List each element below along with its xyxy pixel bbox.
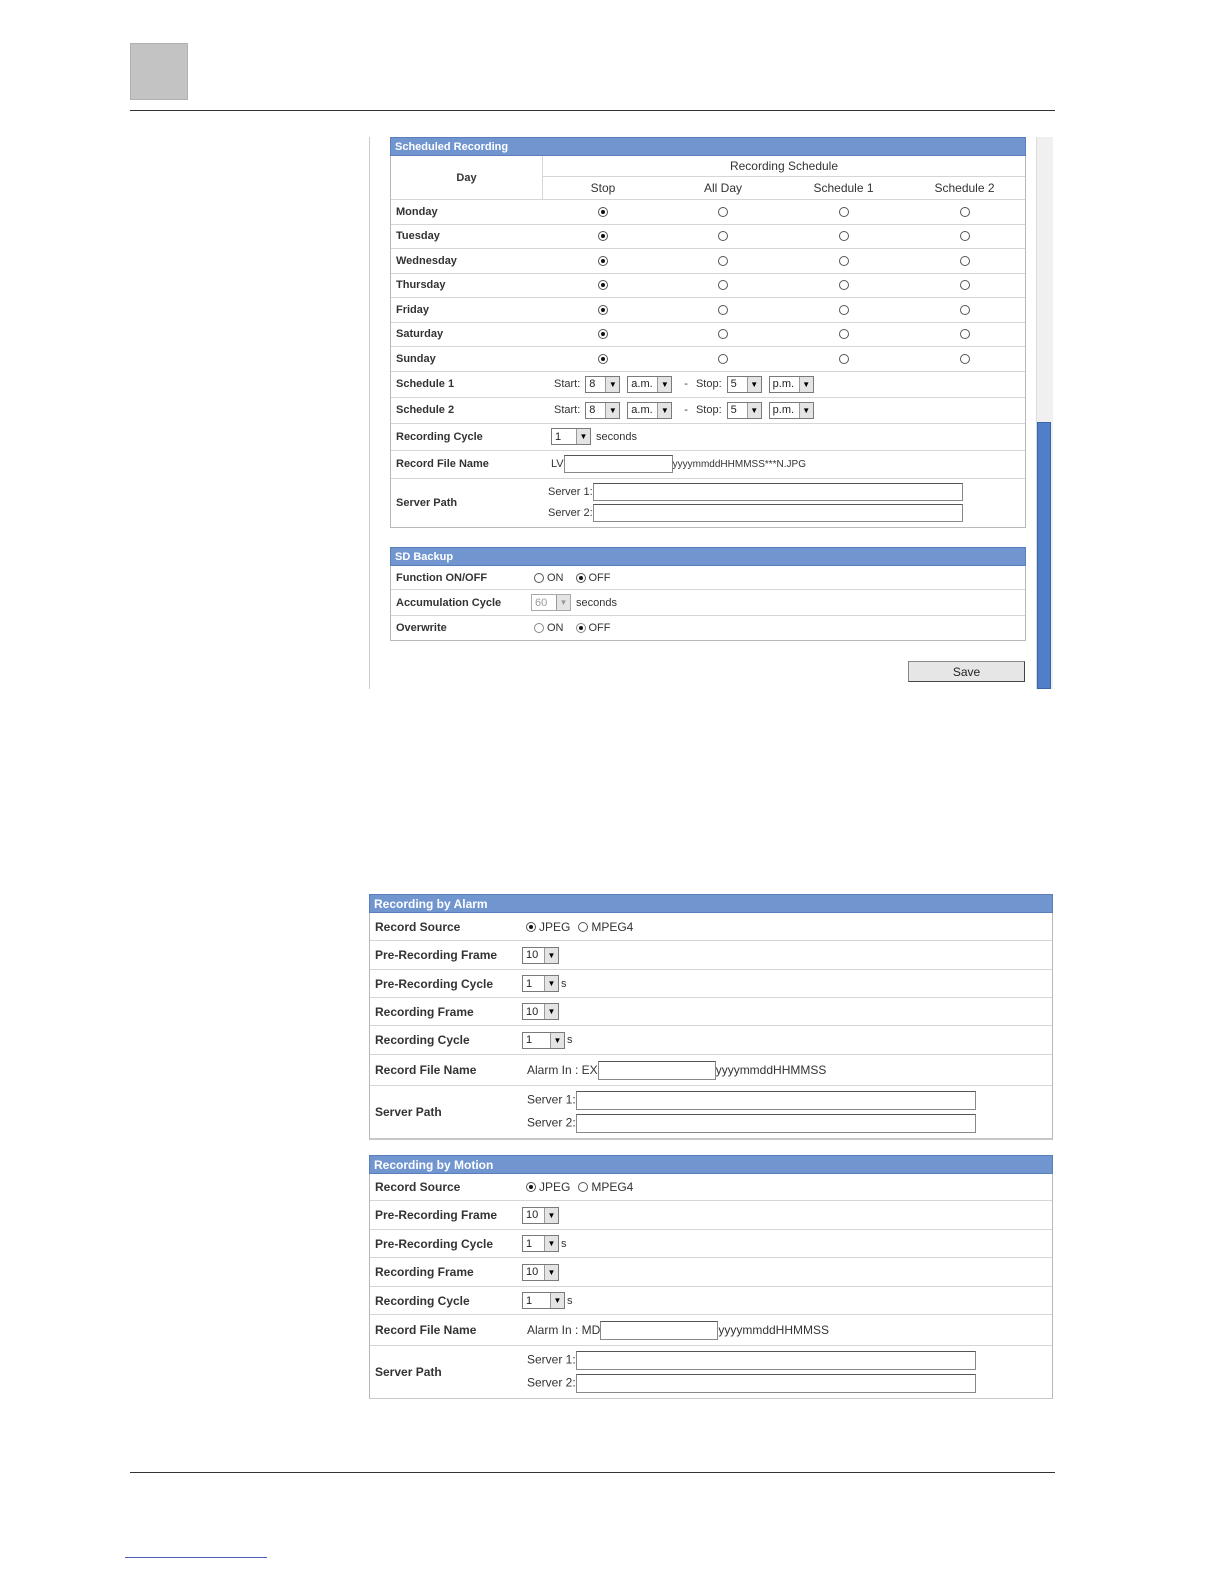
pre-recording-cycle-select[interactable] xyxy=(522,975,559,992)
radio-tuesday-stop[interactable] xyxy=(598,231,608,241)
server-path-label: Server Path xyxy=(396,496,458,509)
start-label: Start: xyxy=(554,404,581,416)
select-value: a.m. xyxy=(631,404,653,416)
dropdown-arrow-icon: ▼ xyxy=(799,377,813,392)
schedule-1-stop-ampm-select[interactable] xyxy=(769,376,814,393)
select-value: p.m. xyxy=(772,404,795,416)
dropdown-arrow-icon: ▼ xyxy=(550,1293,564,1308)
select-value: 10 xyxy=(526,1005,539,1018)
schedule-1-start-ampm-select[interactable] xyxy=(627,376,672,393)
day-label: Saturday xyxy=(391,323,543,348)
record-source-label: Record Source xyxy=(375,919,461,934)
dropdown-arrow-icon: ▼ xyxy=(747,403,761,418)
jpeg-radio[interactable] xyxy=(526,1182,536,1192)
dropdown-arrow-icon: ▼ xyxy=(576,429,590,444)
recording-cycle-unit: s xyxy=(567,1034,573,1046)
schedule-1-start-hour-select[interactable] xyxy=(585,376,620,393)
mpeg4-label: MPEG4 xyxy=(591,919,634,934)
record-file-name-input[interactable] xyxy=(598,1061,716,1080)
server-path-row xyxy=(370,1086,1052,1138)
recording-cycle-select[interactable] xyxy=(522,1292,565,1309)
server-path-row xyxy=(370,1346,1052,1398)
select-value: 1 xyxy=(526,1294,533,1307)
select-value: p.m. xyxy=(772,378,795,390)
function-on-label: ON xyxy=(547,571,564,584)
mpeg4-radio[interactable] xyxy=(578,922,588,932)
range-dash: - xyxy=(684,378,688,390)
radio-friday-schedule-1[interactable] xyxy=(839,305,849,315)
pre-recording-cycle-row xyxy=(370,970,1052,998)
overwrite-off-label: OFF xyxy=(588,622,611,634)
record-file-name-label: Record File Name xyxy=(396,458,489,470)
overwrite-on-label: ON xyxy=(547,622,564,634)
recording-cycle-row xyxy=(370,1026,1052,1055)
radio-sunday-schedule-1[interactable] xyxy=(839,354,849,364)
server-path-label: Server Path xyxy=(375,1105,442,1119)
select-value: 1 xyxy=(555,430,562,443)
select-value: 10 xyxy=(526,1209,539,1221)
record-source-row xyxy=(370,913,1052,941)
dropdown-arrow-icon: ▼ xyxy=(605,403,619,418)
recording-cycle-row xyxy=(370,1287,1052,1315)
function-off-label: OFF xyxy=(588,571,611,584)
recording-by-motion-title: Recording by Motion xyxy=(369,1155,1053,1174)
file-name-suffix: yyyymmddHHMMSS xyxy=(718,1323,830,1337)
jpeg-label: JPEG xyxy=(539,1180,571,1194)
radio-saturday-schedule-1[interactable] xyxy=(839,329,849,339)
accumulation-cycle-row xyxy=(391,590,1025,616)
column-header-stop: Stop xyxy=(590,180,616,195)
overwrite-row xyxy=(391,616,1025,640)
dropdown-arrow-icon: ▼ xyxy=(657,403,671,418)
radio-monday-all-day[interactable] xyxy=(718,207,728,217)
recording-cycle-label: Recording Cycle xyxy=(375,1033,470,1047)
select-value: 1 xyxy=(526,977,533,990)
radio-saturday-schedule-2[interactable] xyxy=(960,329,970,339)
recording-cycle-row xyxy=(391,424,1025,451)
radio-friday-all-day[interactable] xyxy=(718,305,728,315)
stop-label: Stop: xyxy=(695,404,722,416)
server-1-label: Server 1: xyxy=(527,1352,576,1367)
server-1-input[interactable] xyxy=(576,1091,976,1110)
server-2-input[interactable] xyxy=(593,504,963,522)
pre-recording-frame-row xyxy=(370,1201,1052,1230)
radio-wednesday-schedule-1[interactable] xyxy=(839,256,849,266)
recording-frame-label: Recording Frame xyxy=(375,1265,474,1279)
day-label: Tuesday xyxy=(391,225,543,250)
column-header-recording-schedule: Recording Schedule xyxy=(543,156,1025,177)
radio-saturday-all-day[interactable] xyxy=(718,329,728,339)
record-file-name-input[interactable] xyxy=(600,1321,718,1340)
record-source-label: Record Source xyxy=(375,1180,461,1194)
radio-tuesday-schedule-2[interactable] xyxy=(960,231,970,241)
pre-recording-cycle-label: Pre-Recording Cycle xyxy=(375,976,494,991)
server-1-input[interactable] xyxy=(576,1351,976,1370)
select-value: a.m. xyxy=(631,378,653,390)
record-file-name-row xyxy=(370,1315,1052,1346)
dropdown-arrow-icon: ▼ xyxy=(544,1265,558,1280)
select-value: 8 xyxy=(589,404,596,416)
dropdown-arrow-icon: ▼ xyxy=(799,403,813,418)
day-label: Monday xyxy=(391,200,543,225)
column-header-day: Day xyxy=(391,156,543,199)
accumulation-cycle-label: Accumulation Cycle xyxy=(396,596,502,609)
dropdown-arrow-icon: ▼ xyxy=(544,948,558,963)
function-onoff-label: Function ON/OFF xyxy=(396,571,488,584)
schedule-2-stop-hour-select[interactable] xyxy=(727,402,762,419)
overwrite-on-radio[interactable] xyxy=(534,623,544,633)
pre-recording-frame-label: Pre-Recording Frame xyxy=(375,1208,498,1222)
radio-wednesday-stop[interactable] xyxy=(598,256,608,266)
select-value: 5 xyxy=(730,378,737,390)
recording-frame-row xyxy=(370,1258,1052,1287)
accumulation-cycle-unit: seconds xyxy=(576,596,617,609)
dropdown-arrow-icon: ▼ xyxy=(747,377,761,392)
server-path-row xyxy=(391,479,1025,527)
server-1-label: Server 1: xyxy=(527,1092,576,1107)
pre-recording-frame-select[interactable] xyxy=(522,1207,559,1224)
record-file-name-label: Record File Name xyxy=(375,1323,477,1337)
function-on-radio[interactable] xyxy=(534,573,544,583)
radio-saturday-stop[interactable] xyxy=(598,329,608,339)
recording-frame-select[interactable] xyxy=(522,1264,559,1281)
column-header-schedule-2: Schedule 2 xyxy=(934,180,995,195)
server-path-label: Server Path xyxy=(375,1365,442,1379)
dropdown-arrow-icon: ▼ xyxy=(544,1208,558,1223)
pre-recording-cycle-label: Pre-Recording Cycle xyxy=(375,1236,494,1251)
schedule-2-start-ampm-select[interactable] xyxy=(627,402,672,419)
recording-cycle-label: Recording Cycle xyxy=(375,1293,470,1308)
jpeg-radio[interactable] xyxy=(526,922,536,932)
overwrite-off-radio[interactable] xyxy=(576,623,586,633)
day-label: Sunday xyxy=(391,347,543,372)
recording-cycle-select[interactable] xyxy=(551,428,591,445)
recording-by-motion-panel xyxy=(369,1155,1053,1399)
stop-label: Stop: xyxy=(695,378,722,390)
record-file-name-input[interactable] xyxy=(564,455,673,473)
start-label: Start: xyxy=(554,378,581,390)
server-2-label: Server 2: xyxy=(527,1375,576,1390)
radio-friday-schedule-2[interactable] xyxy=(960,305,970,315)
scheduled-recording-title: Scheduled Recording xyxy=(390,137,1026,156)
function-off-radio[interactable] xyxy=(576,573,586,583)
record-file-name-row xyxy=(370,1055,1052,1086)
pre-recording-cycle-unit: s xyxy=(561,1237,567,1250)
day-label: Friday xyxy=(391,298,543,323)
footer-rule xyxy=(130,1472,1055,1473)
schedule-2-start-hour-select[interactable] xyxy=(585,402,620,419)
schedule-2-row xyxy=(391,398,1025,424)
day-label: Wednesday xyxy=(391,249,543,274)
file-name-prefix: Alarm In : EX xyxy=(527,1063,598,1077)
range-dash: - xyxy=(684,404,688,416)
radio-tuesday-schedule-1[interactable] xyxy=(839,231,849,241)
mpeg4-radio[interactable] xyxy=(578,1182,588,1192)
recording-frame-row xyxy=(370,998,1052,1026)
recording-cycle-unit: seconds xyxy=(596,430,637,443)
file-name-suffix: yyyymmddHHMMSS***N.JPG xyxy=(672,458,806,470)
select-value: 1 xyxy=(526,1034,533,1046)
select-value: 60 xyxy=(535,596,548,609)
scrollbar-thumb[interactable] xyxy=(1037,422,1051,689)
schedule-1-row xyxy=(391,372,1025,398)
server-2-label: Server 2: xyxy=(527,1115,576,1130)
dropdown-arrow-icon: ▼ xyxy=(544,1004,558,1019)
recording-cycle-unit: s xyxy=(567,1294,573,1307)
day-schedule-grid xyxy=(391,200,1025,372)
radio-monday-schedule-2[interactable] xyxy=(960,207,970,217)
jpeg-label: JPEG xyxy=(539,919,571,934)
save-button[interactable]: Save xyxy=(908,661,1025,682)
mpeg4-label: MPEG4 xyxy=(591,1180,634,1194)
column-header-schedule-1: Schedule 1 xyxy=(813,180,874,195)
function-onoff-row xyxy=(391,566,1025,590)
dropdown-arrow-icon: ▼ xyxy=(550,1033,564,1048)
recording-frame-select[interactable] xyxy=(522,1003,559,1020)
select-value: 5 xyxy=(730,404,737,416)
scheduled-recording-screenshot xyxy=(369,137,1055,689)
day-label: Thursday xyxy=(391,274,543,299)
radio-monday-schedule-1[interactable] xyxy=(839,207,849,217)
server-1-input[interactable] xyxy=(593,483,963,501)
overwrite-label: Overwrite xyxy=(396,622,447,634)
radio-monday-stop[interactable] xyxy=(598,207,608,217)
record-source-row xyxy=(370,1174,1052,1201)
recording-cycle-select[interactable] xyxy=(522,1032,565,1049)
dropdown-arrow-icon: ▼ xyxy=(605,377,619,392)
record-file-name-label: Record File Name xyxy=(375,1063,477,1077)
radio-wednesday-all-day[interactable] xyxy=(718,256,728,266)
schedule-1-stop-hour-select[interactable] xyxy=(727,376,762,393)
header-rule xyxy=(130,110,1055,111)
radio-thursday-all-day[interactable] xyxy=(718,280,728,290)
select-value: 10 xyxy=(526,1266,539,1278)
record-file-name-row xyxy=(391,451,1025,479)
file-name-prefix: Alarm In : MD xyxy=(527,1323,601,1337)
dropdown-arrow-icon: ▼ xyxy=(544,976,558,991)
schedule-2-label: Schedule 2 xyxy=(396,404,455,416)
scheduled-recording-panel xyxy=(390,137,1026,528)
radio-thursday-schedule-1[interactable] xyxy=(839,280,849,290)
radio-tuesday-all-day[interactable] xyxy=(718,231,728,241)
radio-thursday-stop[interactable] xyxy=(598,280,608,290)
dropdown-arrow-icon: ▼ xyxy=(544,1236,558,1251)
dropdown-arrow-icon: ▼ xyxy=(657,377,671,392)
chapter-marker-box xyxy=(130,43,188,100)
pre-recording-cycle-select[interactable] xyxy=(522,1235,559,1252)
sd-backup-title: SD Backup xyxy=(390,547,1026,566)
server-2-input[interactable] xyxy=(576,1374,976,1393)
server-1-label: Server 1: xyxy=(548,485,593,498)
recording-by-alarm-panel xyxy=(369,894,1053,1140)
pre-recording-cycle-unit: s xyxy=(561,977,567,990)
schedule-1-label: Schedule 1 xyxy=(396,378,455,390)
pre-recording-frame-select[interactable] xyxy=(522,947,559,964)
file-name-prefix: LV xyxy=(551,458,564,470)
radio-sunday-schedule-2[interactable] xyxy=(960,354,970,364)
recording-by-alarm-title: Recording by Alarm xyxy=(369,894,1053,913)
radio-friday-stop[interactable] xyxy=(598,305,608,315)
recording-cycle-label: Recording Cycle xyxy=(396,430,483,443)
radio-sunday-all-day[interactable] xyxy=(718,354,728,364)
server-2-input[interactable] xyxy=(576,1114,976,1133)
column-header-all-day: All Day xyxy=(703,180,742,195)
pre-recording-frame-row xyxy=(370,941,1052,970)
radio-wednesday-schedule-2[interactable] xyxy=(960,256,970,266)
recording-frame-label: Recording Frame xyxy=(375,1004,474,1019)
file-name-suffix: yyyymmddHHMMSS xyxy=(715,1063,827,1077)
dropdown-arrow-icon: ▼ xyxy=(556,595,570,610)
select-value: 10 xyxy=(526,949,539,961)
schedule-2-stop-ampm-select[interactable] xyxy=(769,402,814,419)
sd-backup-panel xyxy=(390,547,1026,641)
server-2-label: Server 2: xyxy=(548,506,593,519)
footer-link-underline xyxy=(125,1557,267,1558)
radio-sunday-stop[interactable] xyxy=(598,354,608,364)
pre-recording-frame-label: Pre-Recording Frame xyxy=(375,948,498,962)
select-value: 8 xyxy=(589,378,596,390)
radio-thursday-schedule-2[interactable] xyxy=(960,280,970,290)
select-value: 1 xyxy=(526,1237,533,1250)
accumulation-cycle-select[interactable] xyxy=(531,594,571,611)
pre-recording-cycle-row xyxy=(370,1230,1052,1258)
